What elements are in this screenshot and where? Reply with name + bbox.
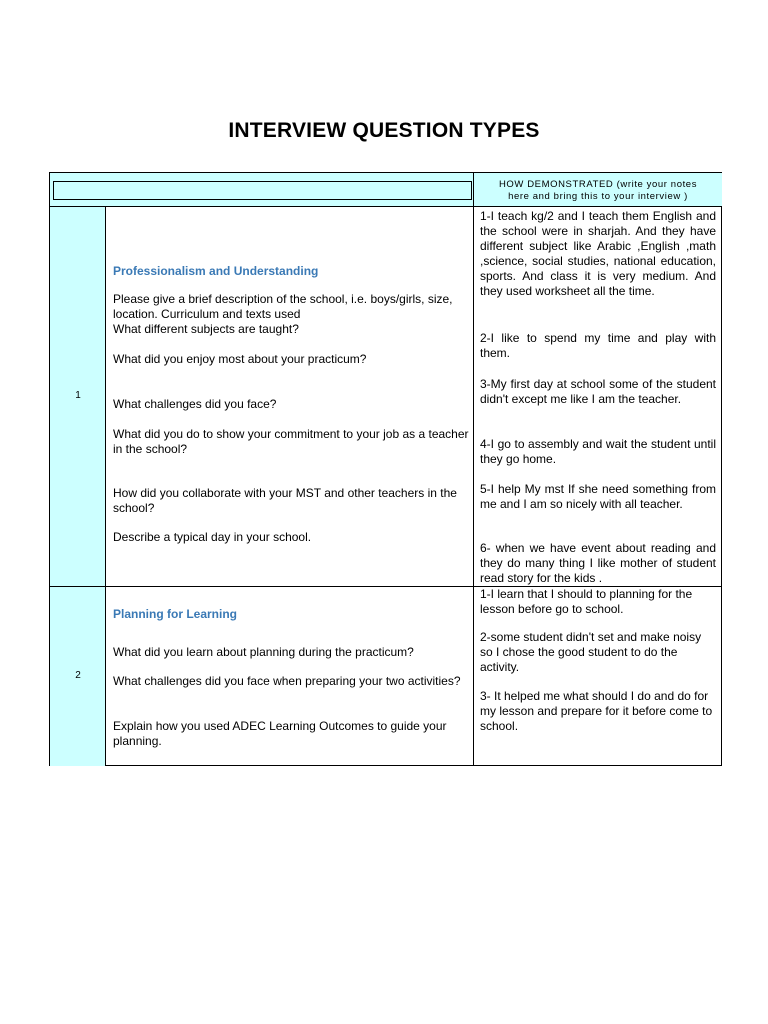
question: What did you learn about planning during the practicum? xyxy=(113,645,414,659)
questions-cell xyxy=(106,207,474,587)
question: Explain how you used ADEC Learning Outcomes to guide your planning. xyxy=(113,719,447,748)
answer: 5-I help My mst If she need something from me and I am so nicely with all teacher. xyxy=(480,482,716,511)
answer: 2-some student didn't set and make noisy so I chose the good student to do the activity. xyxy=(480,630,702,674)
header-line-2: here and bring this to your interview ) xyxy=(508,191,688,202)
row-number-cell xyxy=(50,207,106,587)
row-number: 1 xyxy=(75,390,81,401)
question: What challenges did you face when preparing your two activities? xyxy=(113,674,461,688)
header-how-demonstrated xyxy=(474,173,722,207)
section-title: Professionalism and Understanding xyxy=(113,264,319,278)
answer: 1-I learn that I should to planning for the lesson before go to school. xyxy=(480,587,693,616)
answer: 2-I like to spend my time and play with them. xyxy=(480,331,716,360)
answer: 3- It helped me what should I do and do for my lesson and prepare for it before come to school. xyxy=(480,689,713,733)
header-blank-field xyxy=(53,181,472,200)
question: What did you enjoy most about your practicum? xyxy=(113,352,367,366)
answer: 1-I teach kg/2 and I teach them English and the school were in sharjah. And they have different subject like Arabic ,English ,math ,science, social studies, national education, sports. And class it is very medium. And they used worksheet all the time. xyxy=(480,209,716,298)
header-line-1: HOW DEMONSTRATED (write your notes xyxy=(498,179,698,190)
question: What challenges did you face? xyxy=(113,397,277,411)
answer: 6- when we have event about reading and they do many thing I like mother of student read story for the kids . xyxy=(480,541,716,585)
header-left-cell xyxy=(50,173,474,207)
question: What did you do to show your commitment to your job as a teacher in the school? xyxy=(113,427,469,456)
answer: 4-I go to assembly and wait the student until they go home. xyxy=(480,437,716,466)
section-title: Planning for Learning xyxy=(113,607,238,621)
question: How did you collaborate with your MST and other teachers in the school? xyxy=(113,486,457,515)
row-number-cell xyxy=(50,587,106,766)
page-title: INTERVIEW QUESTION TYPES xyxy=(228,119,540,142)
answers-cell xyxy=(474,207,722,587)
answer: 3-My first day at school some of the student didn't except me like I am the teacher. xyxy=(480,377,716,406)
interview-table xyxy=(49,172,722,766)
questions-cell xyxy=(106,587,474,766)
row-number: 2 xyxy=(75,670,81,681)
answers-cell xyxy=(474,587,722,766)
question: What different subjects are taught? xyxy=(113,322,299,336)
question: Describe a typical day in your school. xyxy=(113,530,312,544)
question: Please give a brief description of the school, i.e. boys/girls, size, location. Curriculum and texts used xyxy=(113,292,453,321)
